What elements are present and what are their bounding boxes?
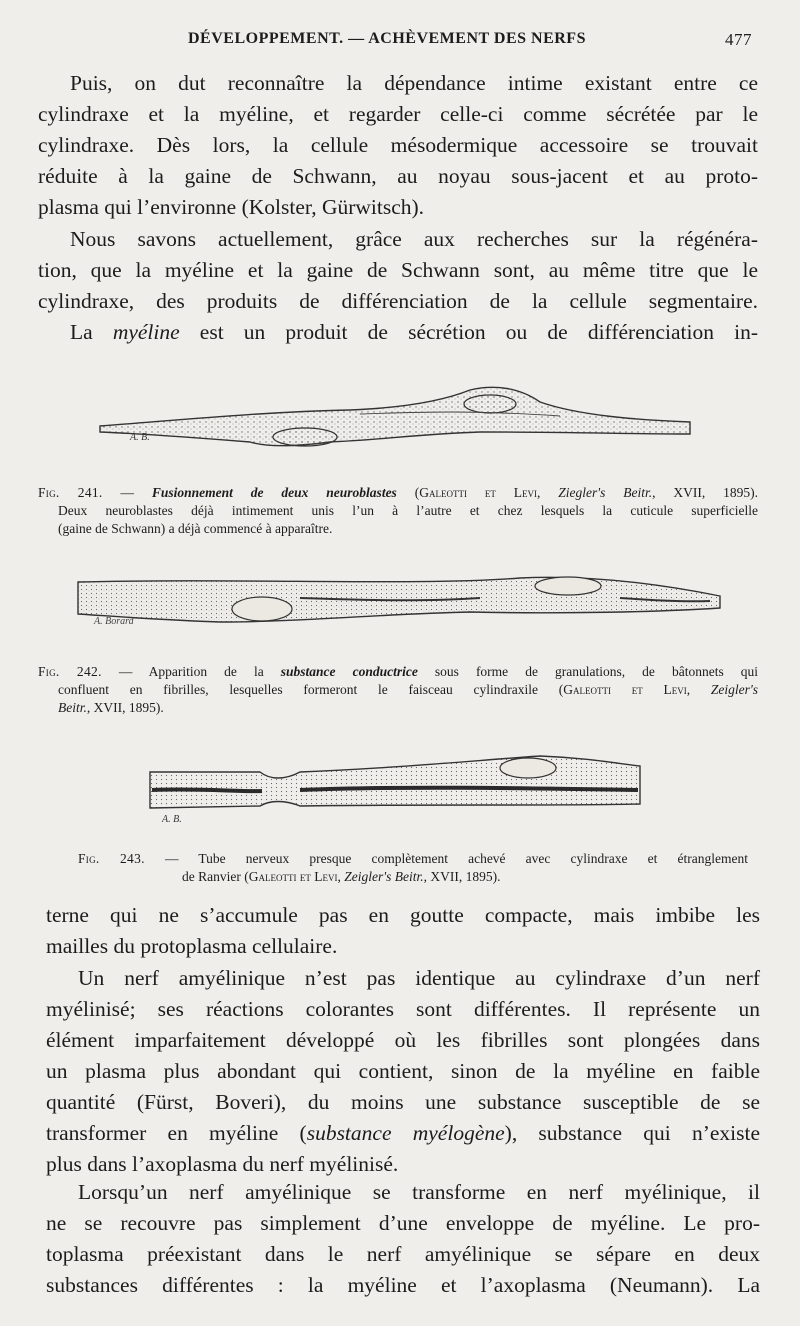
- caption-line: Beitr., XVII, 1895).: [58, 700, 164, 715]
- page-number: 477: [725, 30, 752, 49]
- text-line: toplasma préexistant dans le nerf amyélinique se sépare en deux: [46, 1242, 760, 1266]
- text-line: La myéline est un produit de sécrétion ou de différenciation in-: [70, 320, 758, 344]
- caption-line: (gaine de Schwann) a déjà commencé à apparaître.: [58, 521, 333, 536]
- text-line: Puis, on dut reconnaître la dépendance intime existant entre ce: [70, 71, 758, 95]
- text-line: plus dans l’axoplasma du nerf myélinisé.: [46, 1152, 399, 1176]
- figure-number: Fig. 241.: [38, 485, 103, 500]
- text-line: Un nerf amyélinique n’est pas identique au cylindraxe d’un nerf: [78, 966, 760, 990]
- caption-line: Fig. 241. — Fusionnement de deux neuroblastes (Galeotti et Levi, Ziegler's Beitr., XVII, 1895).: [38, 485, 759, 500]
- caption-line: Deux neuroblastes déjà intimement unis l’un à l’autre et chez lesquels la cuticule superficielle: [58, 503, 758, 518]
- term-myeline: myéline: [112, 320, 180, 344]
- text-line: cylindraxe et la myéline, et regarder celle-ci comme sécrétée par le: [38, 102, 758, 126]
- term-substance-conductrice: substance conductrice: [280, 664, 418, 679]
- page-header: [40, 30, 760, 54]
- term-substance-myelogene: substance myélogène: [306, 1121, 505, 1145]
- figure-242-caption: [38, 663, 758, 717]
- paragraph-myelin-continuation: [46, 900, 760, 962]
- text-line: quantité (Fürst, Boveri), du moins une substance susceptible de se: [46, 1090, 760, 1114]
- text-line: mailles du protoplasma cellulaire.: [46, 934, 338, 958]
- text-line: terne qui ne s’accumule pas en goutte compacte, mais imbibe les: [46, 903, 760, 927]
- text-line: substances différentes : la myéline et l’axoplasma (Neumann). La: [46, 1273, 760, 1297]
- figure-241-illustration: [0, 380, 800, 460]
- figure-number: Fig. 242.: [38, 664, 102, 679]
- caption-line: Fig. 242. — Apparition de la substance conductrice sous forme de granulations, de bâtonnets qui: [38, 664, 759, 679]
- paragraph-myeline-intro: [38, 317, 758, 348]
- figure-signature: A. B.: [162, 814, 182, 825]
- text-line: cylindraxe, des produits de différenciation de la cellule segmentaire.: [38, 289, 758, 313]
- text-line: plasma qui l’environne (Kolster, Gürwitsch).: [38, 195, 425, 219]
- text-line: myélinisé; ses réactions colorantes sont différentes. Il représente un: [46, 997, 760, 1021]
- paragraph-myelin-secretion: [38, 68, 758, 223]
- text-line: réduite à la gaine de Schwann, au noyau sous-jacent et au proto-: [38, 164, 758, 188]
- text-line: un plasma plus abondant qui contient, sinon de la myéline en faible: [46, 1059, 760, 1083]
- text-line: transformer en myéline (substance myélogène), substance qui n’existe: [46, 1121, 761, 1145]
- running-title: DÉVELOPPEMENT. — ACHÈVEMENT DES NERFS: [188, 30, 586, 47]
- caption-line: de Ranvier (Galeotti et Levi, Zeigler's Beitr., XVII, 1895).: [182, 869, 501, 884]
- caption-line: Fig. 243. — Tube nerveux presque complètement achevé avec cylindraxe et étranglement: [78, 851, 748, 866]
- figure-signature: A. Borard: [94, 616, 134, 627]
- figure-243-caption: [78, 850, 748, 886]
- text-line: Nous savons actuellement, grâce aux recherches sur la régénéra-: [70, 227, 758, 251]
- text-line: cylindraxe. Dès lors, la cellule mésodermique accessoire se trouvait: [38, 133, 758, 157]
- text-line: tion, que la myéline et la gaine de Schwann sont, au même titre que le: [38, 258, 758, 282]
- figure-number: Fig. 243.: [78, 851, 145, 866]
- figure-241-caption: [38, 484, 758, 538]
- caption-line: confluent en fibrilles, lesquelles formeront le faisceau cylindraxile (Galeotti et Levi, Zeigler's: [58, 682, 759, 697]
- figure-243-illustration: [0, 746, 800, 826]
- text-line: Lorsqu’un nerf amyélinique se transforme en nerf myélinique, il: [78, 1180, 760, 1204]
- paragraph-amyelinic-nerve: [46, 963, 760, 1180]
- figure-242-illustration: [0, 568, 800, 634]
- text-line: élément imparfaitement développé où les fibrilles sont plongées dans: [46, 1028, 760, 1052]
- figure-signature: A. B.: [130, 432, 150, 443]
- figure-title: Fusionnement de deux neuroblastes: [151, 485, 397, 500]
- paragraph-transformation: [46, 1177, 760, 1301]
- paragraph-regeneration: [38, 224, 758, 317]
- text-line: ne se recouvre pas simplement d’une enveloppe de myéline. Le pro-: [46, 1211, 760, 1235]
